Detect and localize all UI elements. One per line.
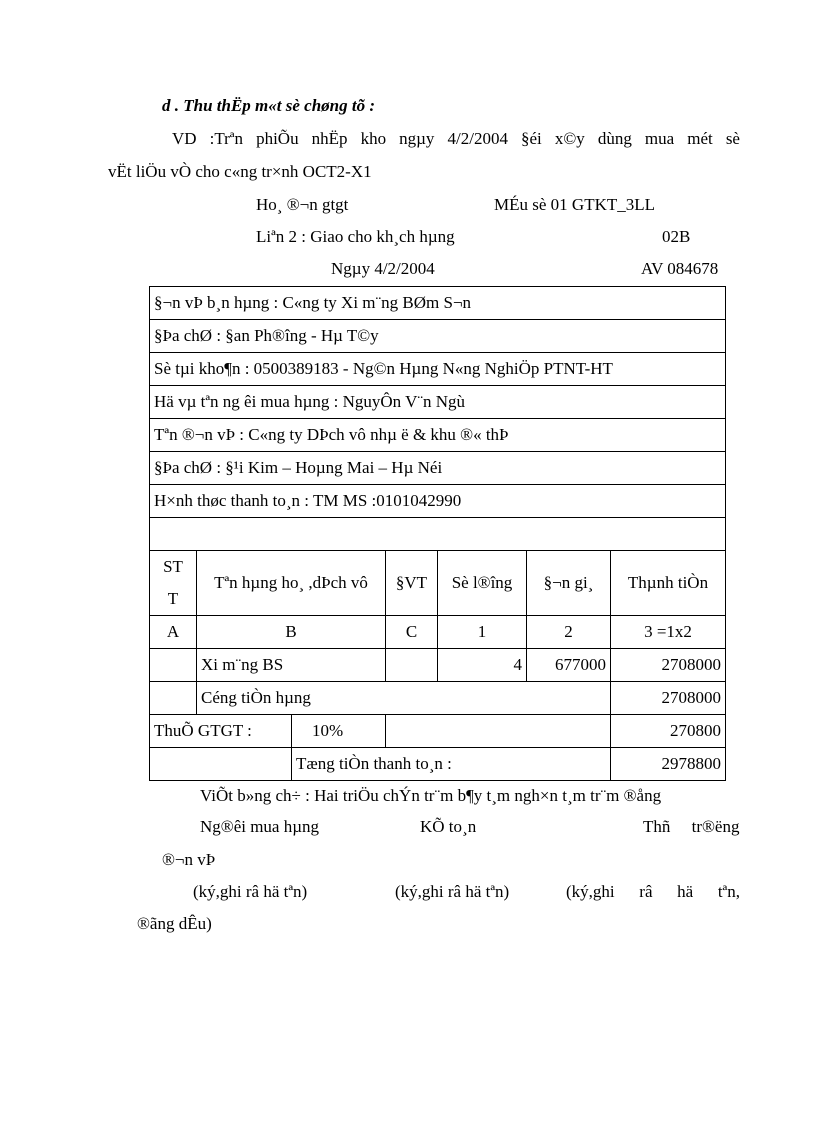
intro-word: phiÕu xyxy=(256,129,299,148)
column-header: §¬n gi¸ xyxy=(527,551,611,616)
info-label: §Þa chØ xyxy=(154,458,213,477)
cell-amount: 2708000 xyxy=(611,649,726,682)
intro-line-2: vËt liÖu vÒ cho c«ng tr×nh OCT2-X1 xyxy=(108,162,372,181)
subtotal-label: Céng tiÒn hµng xyxy=(197,682,611,715)
cell-name: Xi m¨ng BS xyxy=(197,649,386,682)
total-row xyxy=(150,748,726,781)
vat-rate: 10% xyxy=(292,715,386,748)
intro-word: VD xyxy=(172,129,197,148)
amount-in-words: ViÕt b»ng ch÷ : Hai triÖu chÝn tr¨m b¶y t¸m ngh×n t¸m tr¨m ®ång xyxy=(200,786,662,805)
intro-word: 4/2/2004 xyxy=(447,129,508,148)
info-row xyxy=(150,320,726,353)
table-header-row xyxy=(150,551,726,616)
accountant-label: KÕ to¸n xyxy=(420,817,477,836)
info-row xyxy=(150,386,726,419)
column-code: A xyxy=(150,616,197,649)
cell-price: 677000 xyxy=(527,649,611,682)
cell-qty: 4 xyxy=(438,649,527,682)
buyer-note: (ký,ghi râ hä tªn) xyxy=(193,882,308,901)
info-label: Tªn ®¬n vÞ xyxy=(154,425,236,444)
info-label: H×nh thøc thanh to¸n xyxy=(154,491,301,510)
invoice-date: Ngµy 4/2/2004 xyxy=(331,259,435,278)
cell-unit xyxy=(386,649,438,682)
info-value: C«ng ty Xi m¨ng BØm S¬n xyxy=(282,293,472,312)
invoice-serial: AV 084678 xyxy=(641,259,719,278)
intro-word: mua xyxy=(644,129,675,148)
head-label: Thñ tr®ëng xyxy=(643,817,740,836)
form-number: MÉu sè 01 GTKT_3LL xyxy=(494,195,656,214)
info-value: : §¹i Kim – Hoµng Mai – Hµ Néi xyxy=(216,458,443,477)
column-code: 2 xyxy=(527,616,611,649)
vat-amount: 270800 xyxy=(611,715,726,748)
head-note-word: râ xyxy=(639,882,653,901)
blank-row xyxy=(150,518,726,551)
vat-row xyxy=(150,715,726,748)
info-cell xyxy=(150,419,726,452)
info-label: Hä vµ tªn ng xyxy=(154,392,240,411)
info-label: §Þa chØ xyxy=(154,326,213,345)
column-header: Sè l®îng xyxy=(438,551,527,616)
head-note-word: hä xyxy=(677,882,694,901)
table-row xyxy=(150,649,726,682)
head-note-line2: ®ãng dÊu) xyxy=(137,914,212,933)
info-cell xyxy=(150,320,726,353)
cell-stt xyxy=(150,649,197,682)
intro-word: dùng xyxy=(597,129,632,148)
invoice-table xyxy=(149,286,726,781)
column-header: ST T xyxy=(150,551,197,616)
table-code-row xyxy=(150,616,726,649)
column-header: Thµnh tiÒn xyxy=(611,551,726,616)
intro-word: mét xyxy=(687,129,713,148)
section-heading: d . Thu thËp m«t sè chøng tõ : xyxy=(162,96,376,115)
head-note-word: (ký,ghi xyxy=(566,882,615,901)
info-value: : TM MS :0101042990 xyxy=(304,491,462,510)
intro-word: §éi xyxy=(521,129,542,148)
info-row xyxy=(150,287,726,320)
intro-line-1 xyxy=(172,129,740,149)
info-row xyxy=(150,452,726,485)
info-cell xyxy=(150,353,726,386)
intro-word: :Trªn xyxy=(209,129,243,148)
intro-word: kho xyxy=(360,129,387,148)
info-value: : 0500389183 - Ng©n Hµng N«ng NghiÖp PTNT-HT xyxy=(244,359,613,378)
accountant-note: (ký,ghi râ hä tªn) xyxy=(395,882,510,901)
intro-word: sè xyxy=(725,129,740,148)
head-label-line2: ®¬n vÞ xyxy=(162,850,216,869)
column-header: §VT xyxy=(386,551,438,616)
subtotal-value: 2708000 xyxy=(611,682,726,715)
column-code: C xyxy=(386,616,438,649)
vat-label: ThuÕ GTGT : xyxy=(150,715,292,748)
copy-code: 02B xyxy=(662,227,691,246)
info-cell xyxy=(150,485,726,518)
info-row xyxy=(150,485,726,518)
info-cell xyxy=(150,287,726,320)
info-cell xyxy=(150,386,726,419)
subtotal-row xyxy=(150,682,726,715)
column-code: 1 xyxy=(438,616,527,649)
intro-word: ngµy xyxy=(399,129,435,148)
column-code: 3 =1x2 xyxy=(611,616,726,649)
intro-word: nhËp xyxy=(311,129,348,148)
info-label: §¬n vÞ b¸n hµng : xyxy=(154,293,283,312)
info-cell xyxy=(150,452,726,485)
info-row xyxy=(150,353,726,386)
column-header: Tªn hµng ho¸ ,dÞch vô xyxy=(197,551,386,616)
info-value: : C«ng ty DÞch vô nhµ ë & khu ®« thÞ xyxy=(239,425,509,444)
info-row xyxy=(150,419,726,452)
column-code: B xyxy=(197,616,386,649)
total-value: 2978800 xyxy=(611,748,726,781)
info-value: : §an Ph®îng - Hµ T©y xyxy=(216,326,379,345)
total-label: Tæng tiÒn thanh to¸n : xyxy=(292,748,611,781)
head-note xyxy=(566,882,740,902)
info-label: Sè tµi kho¶n xyxy=(154,359,241,378)
invoice-copy: Liªn 2 : Giao cho kh¸ch hµng xyxy=(256,227,455,246)
buyer-label: Ng®êi mua hµng xyxy=(200,817,320,836)
intro-word: x©y xyxy=(554,129,585,148)
head-note-word: tªn, xyxy=(717,882,740,901)
invoice-title: Ho¸ ®¬n gtgt xyxy=(256,195,349,214)
info-value: êi mua hµng : NguyÔn V¨n Ngù xyxy=(244,392,466,411)
